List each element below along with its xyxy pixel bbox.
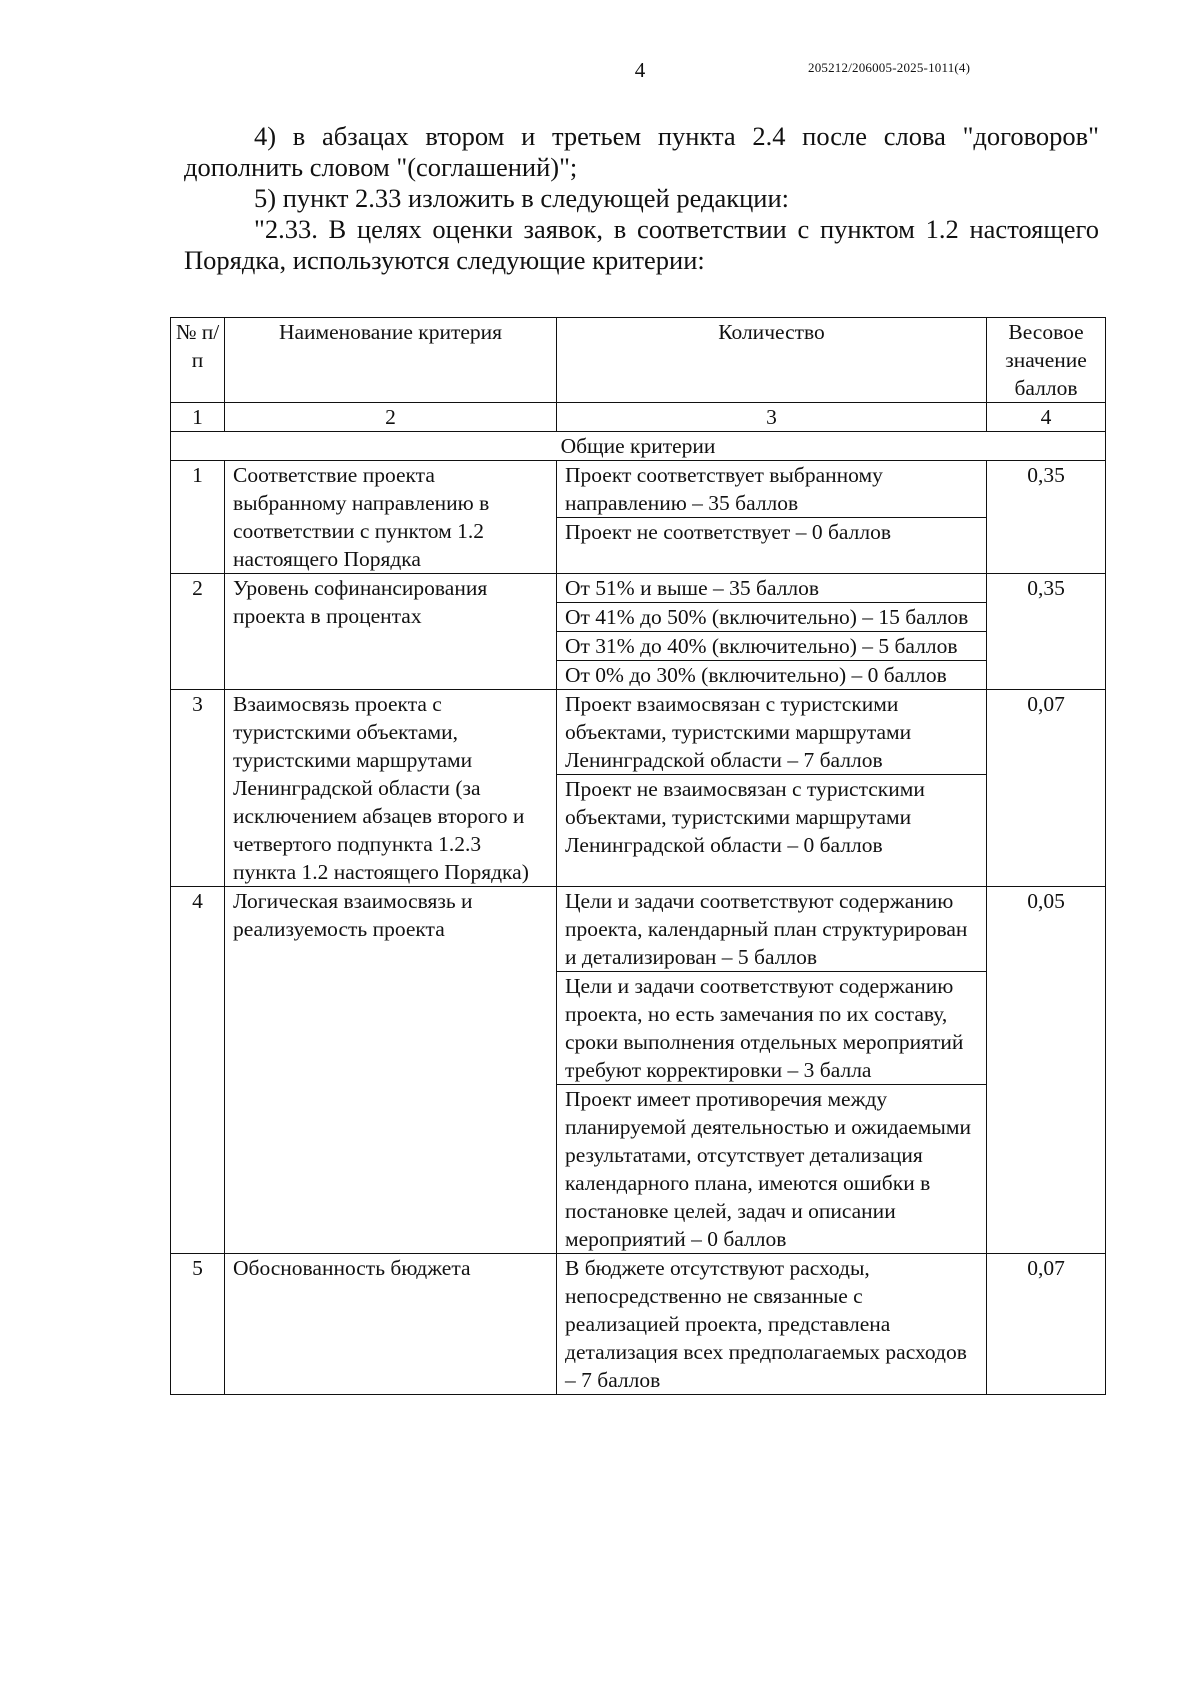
column-number-4: 4 <box>987 403 1106 432</box>
page-number: 4 <box>634 58 646 82</box>
table-row <box>171 887 1106 1254</box>
table-row <box>171 1254 1106 1395</box>
criterion-name: Логическая взаимосвязь и реализуемость проекта <box>225 887 557 1254</box>
criterion-weight: 0,07 <box>987 690 1106 887</box>
option-text: В бюджете отсутствуют расходы, непосредственно не связанные с реализацией проекта, представлена детализация всех предполагаемых расходов – 7 баллов <box>565 1256 967 1392</box>
header-num: № п/п <box>171 318 225 403</box>
column-number-3: 3 <box>557 403 987 432</box>
row-number: 4 <box>171 887 225 1254</box>
option-text: Проект взаимосвязан с туристскими объектами, туристскими маршрутами Ленинградской области – 7 баллов <box>565 692 912 772</box>
column-number-row <box>171 403 1106 432</box>
criterion-name: Соответствие проекта выбранному направлению в соответствии с пунктом 1.2 настоящего Порядка <box>225 461 557 574</box>
criterion-name: Уровень софинансирования проекта в процентах <box>225 574 557 690</box>
criteria-table <box>170 317 1106 1395</box>
criterion-weight: 0,35 <box>987 461 1106 574</box>
header-qty: Количество <box>557 318 987 403</box>
row-number: 3 <box>171 690 225 887</box>
option-text: Цели и задачи соответствуют содержанию проекта, но есть замечания по их составу, сроки выполнения отдельных мероприятий требуют корректировки – 3 балла <box>557 971 986 1084</box>
option-text: От 41% до 50% (включительно) – 15 баллов <box>557 602 986 631</box>
criterion-weight: 0,35 <box>987 574 1106 690</box>
option-text: Проект имеет противоречия между планируемой деятельностью и ожидаемыми результатами, отсутствует детализация календарного плана, имеются ошибки в постановке целей, задач и описании мероприятий – 0 баллов <box>557 1084 986 1253</box>
option-text: Проект не соответствует – 0 баллов <box>557 517 986 546</box>
column-number-2: 2 <box>225 403 557 432</box>
option-text: Проект соответствует выбранному направлению – 35 баллов <box>565 463 883 515</box>
row-number: 5 <box>171 1254 225 1395</box>
criterion-weight: 0,07 <box>987 1254 1106 1395</box>
option-text: Цели и задачи соответствуют содержанию проекта, календарный план структурирован и детализирован – 5 баллов <box>565 889 968 969</box>
intro-paragraph-1: 4) в абзацах втором и третьем пункта 2.4 после слова "договоров" дополнить словом "(соглашений)"; <box>184 121 1099 182</box>
option-text: От 0% до 30% (включительно) – 0 баллов <box>557 660 986 689</box>
table-row <box>171 461 1106 574</box>
section-row <box>171 432 1106 461</box>
criterion-weight: 0,05 <box>987 887 1106 1254</box>
table-header-row <box>171 318 1106 403</box>
intro-paragraph-2: 5) пункт 2.33 изложить в следующей редакции: <box>254 183 790 213</box>
header-name: Наименование критерия <box>225 318 557 403</box>
criterion-name: Взаимосвязь проекта с туристскими объектами, туристскими маршрутами Ленинградской области (за исключением абзацев второго и четвертого подпункта 1.2.3 пункта 1.2 настоящего Порядка) <box>225 690 557 887</box>
criterion-options <box>557 574 987 690</box>
option-text: От 51% и выше – 35 баллов <box>565 576 820 600</box>
criterion-options <box>557 887 987 1254</box>
criterion-options <box>557 1254 987 1395</box>
row-number: 2 <box>171 574 225 690</box>
table-row <box>171 690 1106 887</box>
intro-text <box>184 121 1099 276</box>
section-title: Общие критерии <box>171 432 1106 461</box>
header-weight: Весовое значение баллов <box>987 318 1106 403</box>
option-text: От 31% до 40% (включительно) – 5 баллов <box>557 631 986 660</box>
criterion-name: Обоснованность бюджета <box>225 1254 557 1395</box>
criterion-options <box>557 690 987 887</box>
option-text: Проект не взаимосвязан с туристскими объектами, туристскими маршрутами Ленинградской области – 0 баллов <box>557 774 986 859</box>
intro-paragraph-3: "2.33. В целях оценки заявок, в соответствии с пунктом 1.2 настоящего Порядка, используются следующие критерии: <box>184 214 1099 275</box>
criterion-options <box>557 461 987 574</box>
document-code: 205212/206005-2025-1011(4) <box>808 60 971 75</box>
column-number-1: 1 <box>171 403 225 432</box>
row-number: 1 <box>171 461 225 574</box>
table-row <box>171 574 1106 690</box>
